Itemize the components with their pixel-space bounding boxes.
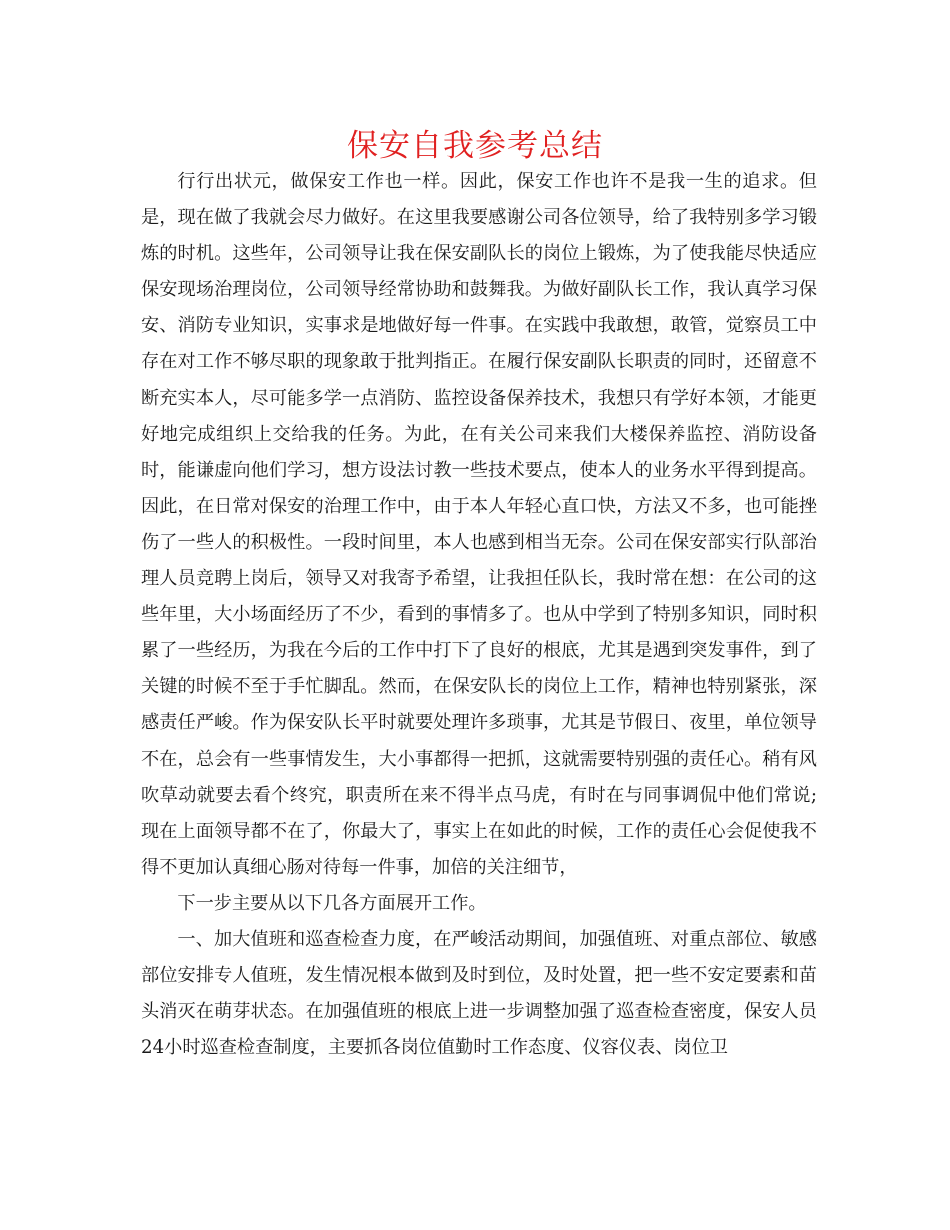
paragraph: 行行出状元，做保安工作也一样。因此，保安工作也许不是我一生的追求。但是，现在做了我就会尽力做好。在这里我要感谢公司各位领导，给了我特别多学习锻炼的时机。这些年，公司领导让我在保安副队长的岗位上锻炼，为了使我能尽快适应保安现场治理岗位，公司领导经常协助和鼓舞我。为做好副队长工作，我认真学习保安、消防专业知识，实事求是地做好每一件事。在实践中我敢想，敢管，觉察员工中存在对工作不够尽职的现象敢于批判指正。在履行保安副队长职责的同时，还留意不断充实本人，尽可能多学一点消防、监控设备保养技术，我想只有学好本领，才能更好地完成组织上交给我的任务。为此，在有关公司来我们大楼保养监控、消防设备时，能谦虚向他们学习，想方设法讨教一些技术要点，使本人的业务水平得到提高。因此，在日常对保安的治理工作中，由于本人年轻心直口快，方法又不多，也可能挫伤了一些人的积极性。一段时间里，本人也感到相当无奈。公司在保安部实行队部治理人员竞聘上岗后，领导又对我寄予希望，让我担任队长，我时常在想：在公司的这些年里，大小场面经历了不少，看到的事情多了。也从中学到了特别多知识，同时积累了一些经历，为我在今后的工作中打下了良好的根底，尤其是遇到突发事件，到了关键的时候不至于手忙脚乱。然而，在保安队长的岗位上工作，精神也特别紧张，深感责任严峻。作为保安队长平时就要处理许多琐事，尤其是节假日、夜里，单位领导不在，总会有一些事情发生，大小事都得一把抓，这就需要特别强的责任心。稍有风吹草动就要去看个终究，职责所在来不得半点马虎，有时在与同事调侃中他们常说;现在上面领导都不在了，你最大了，事实上在如此的时候，工作的责任心会促使我不得不更加认真细心肠对待每一件事，加倍的关注细节， <box>141 171 817 878</box>
paragraph: 下一步主要从以下几各方面展开工作。 <box>177 892 487 914</box>
document-title: 保安自我参考总结 <box>347 128 603 164</box>
paragraph: 一、加大值班和巡查检查力度，在严峻活动期间，加强值班、对重点部位、敏感部位安排专人值班，发生情况根本做到及时到位，及时处置，把一些不安定要素和苗头消灭在萌芽状态。在加强值班的根底上进一步调整加强了巡查检查密度，保安人员24小时巡查检查制度，主要抓各岗位值勤时工作态度、仪容仪表、岗位卫 <box>141 928 817 1059</box>
document-body <box>141 164 817 1066</box>
